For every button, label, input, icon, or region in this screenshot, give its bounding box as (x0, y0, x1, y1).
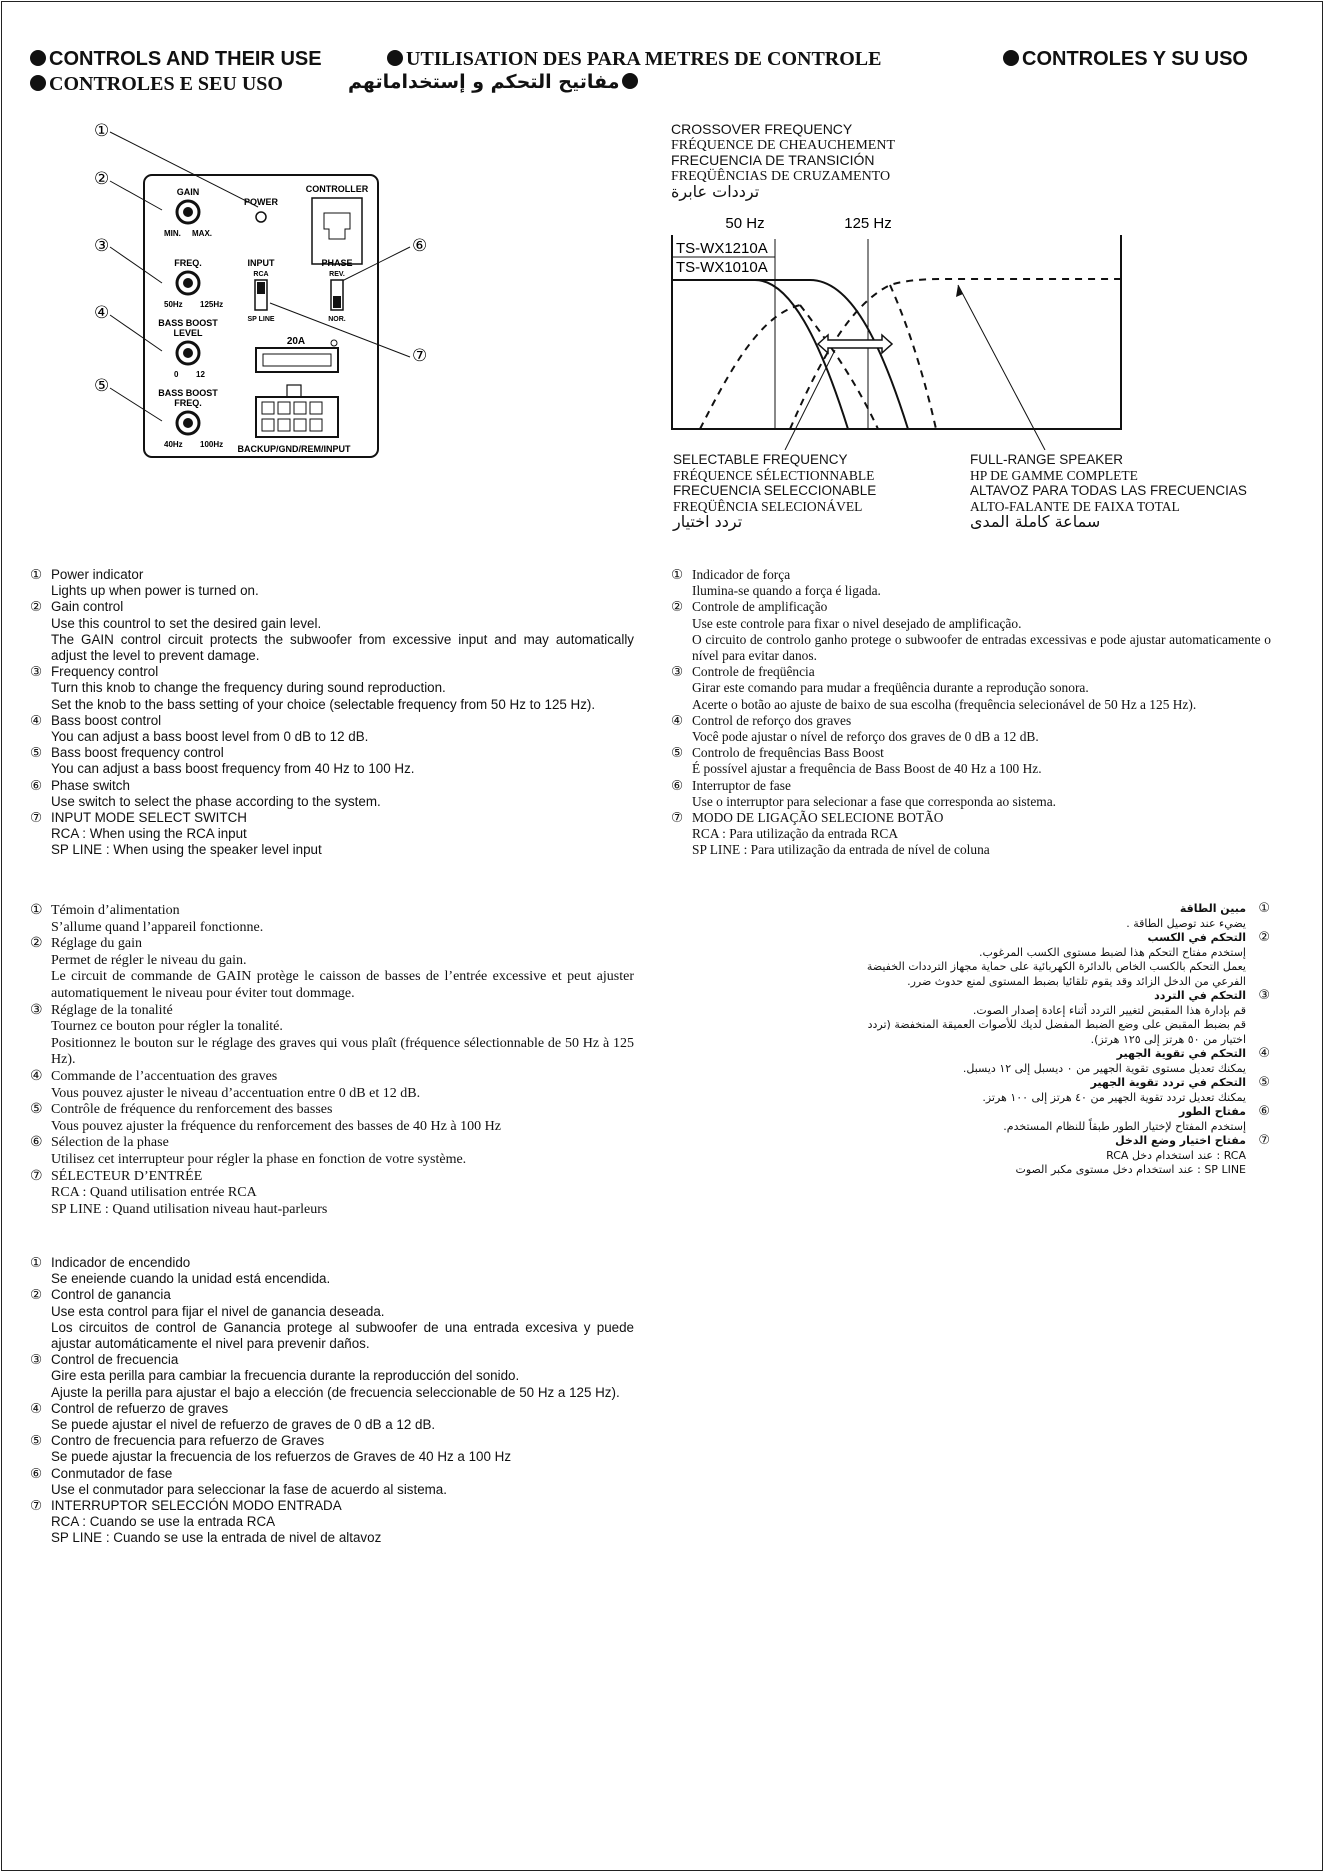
item-description: Use o interruptor para selecionar a fase que corresponda ao sistema. (692, 793, 1056, 809)
full-range-en: FULL-RANGE SPEAKER (970, 452, 1124, 467)
list-item (850, 1047, 1270, 1076)
lowpass-curve-125hz (672, 280, 908, 429)
power-label: POWER (243, 197, 279, 207)
connector-latch (287, 385, 301, 397)
selectable-ar: تردد اختيار (673, 512, 743, 532)
item-description: قم بإدارة هذا المقبض لتغيير التردد أثناء إعادة إصدار الصوت. (972, 1003, 1246, 1017)
item-description: Tournez ce bouton pour régler la tonalité. (51, 1019, 283, 1035)
item-description: Se puede ajustar el nivel de refuerzo de graves de 0 dB a 12 dB. (51, 1417, 436, 1433)
item-title: Frequency control (51, 664, 159, 680)
item-description: Positionnez le bouton sur le réglage des graves qui vous plaît (fréquence sélectionnable de 50 Hz à 125 Hz). (51, 1035, 634, 1068)
item-title: INTERRUPTOR SELECCIÓN MODO ENTRADA (51, 1498, 342, 1514)
freq-high-label: 125Hz (200, 300, 224, 309)
item-number: ② (30, 599, 43, 615)
heading-pt-text: CONTROLES E SEU USO (49, 73, 283, 95)
item-number: ⑤ (671, 745, 684, 761)
item-description: Use este controle para fixar o nivel desejado de amplificação. (692, 615, 1022, 631)
phase-switch-lever (333, 296, 341, 308)
item-title: التحكم في التردد (1154, 989, 1246, 1002)
item-number: ④ (1258, 1046, 1270, 1061)
list-item (671, 745, 1271, 777)
item-title: SÉLECTEUR D’ENTRÉE (51, 1168, 203, 1184)
item-number: ④ (30, 1068, 43, 1084)
callout-5: ⑤ (94, 376, 110, 395)
item-number: ④ (30, 712, 43, 728)
list-item (30, 1466, 634, 1498)
bullet-icon (30, 50, 46, 66)
nor-label: NOR. (328, 316, 346, 323)
item-description: SP LINE : عند استخدام دخل مستوى مكبر الصوت (1015, 1163, 1246, 1176)
list-item (30, 1433, 634, 1465)
heading-fr-text: UTILISATION DES PARA METRES DE CONTROLE (406, 48, 882, 70)
crossover-title-ar: ترددات عابرة (671, 182, 760, 201)
item-title: INPUT MODE SELECT SWITCH (51, 810, 247, 826)
item-number: ⑤ (30, 1102, 43, 1118)
item-description: RCA : Cuando se use la entrada RCA (51, 1514, 276, 1530)
item-title: Phase switch (51, 777, 130, 793)
item-description: Ilumina-se quando a força é ligada. (692, 583, 881, 599)
item-description: Utilisez cet interrupteur pour régler la phase en fonction de votre système. (51, 1151, 467, 1167)
heading-es-text: CONTROLES Y SU USO (1022, 48, 1248, 70)
callout-1: ① (94, 121, 110, 140)
list-item (30, 1069, 634, 1102)
callout-2: ② (94, 169, 110, 188)
controller-label: CONTROLLER (305, 184, 369, 194)
list-item (30, 1102, 634, 1135)
item-title: Interruptor de fase (692, 777, 791, 793)
item-number: ⑤ (30, 745, 43, 761)
bb-freq-low-label: 40Hz (164, 440, 183, 449)
item-description: Los circuitos de control de Ganancia protege al subwoofer de una entrada excesiva y puede ajustar automáticamente el nivel para prevenir daños. (51, 1319, 634, 1352)
callout-7: ⑦ (412, 346, 428, 365)
item-title: مفتاح الطور (1179, 1105, 1246, 1118)
dashed-rolloff-125hz (890, 285, 936, 429)
selectable-frequency-labels (673, 452, 876, 530)
bullet-icon (387, 50, 403, 66)
item-number: ① (30, 567, 43, 582)
freq-low-label: 50Hz (164, 300, 183, 309)
selectable-es: FRECUENCIA SELECCIONABLE (673, 483, 877, 499)
item-description: SP LINE : Quand utilisation niveau haut-parleurs (51, 1201, 328, 1217)
item-title: Indicador de encendido (51, 1255, 191, 1270)
full-range-pt: ALTO-FALANTE DE FAIXA TOTAL (970, 498, 1180, 514)
section-portuguese (671, 567, 1271, 859)
list-item (850, 931, 1270, 989)
list-item (30, 664, 634, 713)
crossover-title-en: CROSSOVER FREQUENCY (671, 121, 853, 137)
sp-line-label: SP LINE (247, 316, 275, 323)
item-number: ① (671, 567, 684, 582)
list-item (30, 1287, 634, 1352)
item-description: Gire esta perilla para cambiar la frecuencia durante la reproducción del sonido. (51, 1368, 520, 1384)
selectable-pt: FREQÜÊNCIA SELECIONÁVEL (673, 498, 863, 514)
callout-4: ④ (94, 303, 110, 322)
item-title: Controle de amplificação (692, 599, 828, 615)
item-description: Acerte o botão ao ajuste de baixo de sua escolha (frequência selecionável de 50 Hz a 125 Hz). (692, 696, 1197, 712)
item-description: قم بضبط المقبض على وضع الضبط المفضل لديك للأصوات العميقة المنخفضة (تردد اختيار من ٥٠ هرتز إلى ١٢٥ هرتز). (867, 1018, 1246, 1046)
item-number: ⑥ (1258, 1104, 1270, 1119)
bb-freq-knob-center (183, 418, 193, 428)
bb-level-label-1: BASS BOOST (158, 318, 218, 328)
item-title: Controlo de frequências Bass Boost (692, 745, 884, 761)
item-number: ② (671, 599, 684, 615)
section-english (30, 567, 634, 859)
item-number: ⑤ (1258, 1075, 1270, 1090)
section-spanish (30, 1255, 634, 1547)
bb-freq-label-2: FREQ. (174, 398, 202, 408)
item-number: ③ (30, 1002, 43, 1018)
connector-label: BACKUP/GND/REM/INPUT (237, 444, 351, 454)
selectable-range-arrow-icon (818, 335, 892, 353)
selectable-en: SELECTABLE FREQUENCY (673, 452, 848, 467)
item-description: S’allume quand l’appareil fonctionne. (51, 919, 264, 935)
item-description: Se puede ajustar la frecuencia de los refuerzos de Graves de 40 Hz a 100 Hz (51, 1449, 512, 1465)
bb-level-high-label: 12 (196, 370, 205, 379)
item-number: ① (30, 1255, 43, 1270)
list-item (30, 778, 634, 810)
item-description: RCA : عند استخدام دخل RCA (1106, 1148, 1246, 1162)
item-title: التحكم في تقوية الجهير (1116, 1047, 1246, 1060)
item-number: ⑥ (30, 1465, 43, 1481)
list-item (671, 567, 1271, 599)
item-number: ⑥ (671, 777, 684, 793)
bb-freq-high-label: 100Hz (200, 440, 224, 449)
bullet-icon (1003, 50, 1019, 66)
list-item (30, 810, 634, 859)
item-description: Vous pouvez ajuster le niveau d’accentuation entre 0 dB et 12 dB. (51, 1085, 421, 1101)
item-title: التحكم في تردد تقوية الجهير (1090, 1076, 1246, 1089)
item-title: Contrôle de fréquence du renforcement des basses (51, 1102, 333, 1118)
section-french (30, 903, 634, 1218)
gain-knob-center (183, 207, 193, 217)
list-item (850, 1134, 1270, 1178)
item-description: RCA : Para utilização da entrada RCA (692, 826, 899, 842)
item-title: Bass boost frequency control (51, 745, 224, 761)
item-number: ③ (30, 1352, 43, 1368)
item-description: SP LINE : Para utilização da entrada de nível de coluna (692, 842, 990, 858)
rca-label: RCA (253, 271, 269, 278)
item-title: Gain control (51, 599, 124, 615)
callout-3: ③ (94, 236, 110, 255)
list-item (30, 745, 634, 777)
callout-6: ⑥ (412, 236, 428, 255)
item-description: Lights up when power is turned on. (51, 583, 259, 599)
item-number: ⑤ (30, 1433, 43, 1449)
power-led-icon (256, 212, 266, 222)
item-number: ⑦ (671, 810, 684, 826)
bb-freq-label-1: BASS BOOST (158, 388, 218, 398)
heading-pt (30, 73, 283, 96)
item-description: يمكنك تعديل مستوى تقوية الجهير من ٠ ديسبل إلى ١٢ ديسبل. (962, 1061, 1246, 1075)
fuse-icon (263, 354, 331, 366)
item-number: ⑥ (30, 1135, 43, 1151)
item-title: Control de refuerzo de graves (51, 1400, 229, 1416)
item-description: Permet de régler le niveau du gain. (51, 952, 247, 968)
phase-label: PHASE (321, 258, 353, 268)
crossover-titles (671, 122, 895, 200)
control-panel-diagram (80, 115, 440, 475)
item-number: ① (30, 903, 43, 918)
list-item (30, 567, 634, 599)
item-title: Contro de frecuencia para refuerzo de Graves (51, 1433, 325, 1449)
list-item (30, 713, 634, 745)
item-title: Power indicator (51, 567, 144, 582)
input-mode-switch-lever (257, 282, 265, 294)
controller-port[interactable] (312, 198, 362, 264)
item-description: SP LINE : Cuando se use la entrada de nivel de altavoz (51, 1530, 382, 1546)
item-title: مفتاح اختيار وضع الدخل (1115, 1134, 1246, 1147)
freq-label: FREQ. (174, 258, 202, 268)
item-title: MODO DE LIGAÇÃO SELECIONE BOTÃO (692, 810, 944, 826)
heading-en-text: CONTROLS AND THEIR USE (49, 48, 322, 70)
item-title: Control de ganancia (51, 1287, 171, 1303)
list-item (671, 810, 1271, 859)
item-description: Se eneiende cuando la unidad está encendida. (51, 1271, 331, 1287)
full-range-fr: HP DE GAMME COMPLETE (970, 467, 1138, 483)
item-description: You can adjust a bass boost frequency from 40 Hz to 100 Hz. (51, 761, 415, 777)
item-description: SP LINE : When using the speaker level input (51, 842, 322, 858)
heading-en (30, 48, 322, 71)
item-number: ⑦ (30, 1168, 43, 1184)
item-number: ⑦ (30, 1498, 43, 1514)
list-item (30, 1255, 634, 1287)
item-description: Use el conmutador para seleccionar la fase de acuerdo al sistema. (51, 1481, 447, 1497)
item-title: Réglage de la tonalité (51, 1002, 173, 1018)
item-number: ⑦ (1258, 1133, 1270, 1148)
list-item (30, 903, 634, 936)
gain-min-label: MIN. (164, 229, 181, 238)
item-number: ④ (671, 712, 684, 728)
list-item (850, 1076, 1270, 1105)
item-title: Control de reforço dos graves (692, 712, 852, 728)
full-range-ar: سماعة كاملة المدى (970, 512, 1101, 532)
bb-level-low-label: 0 (174, 370, 179, 379)
full-range-es: ALTAVOZ PARA TODAS LAS FRECUENCIAS (970, 483, 1247, 499)
item-description: Set the knob to the bass setting of your choice (selectable frequency from 50 Hz to 125 Hz). (51, 696, 596, 712)
dashed-rolloff-50hz (800, 305, 878, 429)
item-description: Girar este comando para mudar a freqüência durante a reprodução sonora. (692, 680, 1089, 696)
list-item (671, 713, 1271, 745)
gain-max-label: MAX. (192, 229, 212, 238)
list-item (850, 989, 1270, 1047)
model-1: TS-WX1210A (676, 240, 768, 257)
item-title: مبين الطاقة (1179, 902, 1246, 915)
list-item (30, 1401, 634, 1433)
freq-knob-center (183, 278, 193, 288)
gain-label: GAIN (176, 187, 200, 197)
item-description: Use switch to select the phase according to the system. (51, 793, 381, 809)
list-item (671, 778, 1271, 810)
pointer-selectable (785, 350, 835, 450)
pointer-full-range (958, 285, 1045, 450)
item-description: Vous pouvez ajuster la fréquence du renforcement des basses de 40 Hz à 100 Hz (51, 1118, 501, 1134)
fuse-label: 20A (286, 336, 306, 347)
list-item (30, 1498, 634, 1547)
item-description: Turn this knob to change the frequency during sound reproduction. (51, 680, 446, 696)
item-title: Controle de freqüência (692, 664, 815, 680)
bb-level-knob-center (183, 348, 193, 358)
item-title: Indicador de força (692, 567, 791, 582)
item-description: Ajuste la perilla para ajustar el bajo a elección (de frecuencia seleccionable de 50 Hz a 125 Hz). (51, 1384, 620, 1400)
bb-level-label-2: LEVEL (173, 328, 203, 338)
item-number: ⑥ (30, 777, 43, 793)
input-label: INPUT (247, 258, 275, 268)
section-arabic (850, 902, 1270, 1178)
item-title: Conmutador de fase (51, 1465, 173, 1481)
heading-ar-text: مفاتيح التحكم و إستخداماتهم (348, 71, 620, 93)
crossover-title-pt: FREQÜÊNCIAS DE CRUZAMENTO (671, 168, 891, 184)
item-description: Você pode ajustar o nível de reforço dos graves de 0 dB a 12 dB. (692, 729, 1039, 745)
list-item (30, 1169, 634, 1219)
model-2: TS-WX1010A (676, 259, 768, 276)
highpass-curve-50hz (700, 305, 800, 429)
bullet-icon (30, 75, 46, 91)
item-description: O circuito de controlo ganho protege o subwoofer de entradas excessivas e pode ajustar automaticamente o nível para evitar danos. (692, 631, 1271, 664)
item-title: Sélection de la phase (51, 1135, 169, 1151)
lowpass-curve-50hz (672, 280, 848, 429)
heading-es (1003, 48, 1248, 71)
item-description: إستخدم المفتاح لإختيار الطور طبقاً للنظام المستخدم. (1003, 1119, 1246, 1133)
full-range-labels (970, 452, 1247, 530)
rev-label: REV. (329, 271, 345, 278)
item-description: You can adjust a bass boost level from 0 dB to 12 dB. (51, 729, 369, 745)
item-title: Témoin d’alimentation (51, 903, 180, 918)
item-number: ③ (1258, 988, 1270, 1003)
item-number: ① (1258, 901, 1270, 916)
item-description: The GAIN control circuit protects the subwoofer from excessive input and may automatically adjust the level to prevent damage. (51, 631, 634, 664)
heading-fr (387, 48, 881, 71)
item-description: Use this countrol to set the desired gain level. (51, 615, 322, 631)
list-item (30, 936, 634, 1002)
item-description: É possível ajustar a frequência de Bass Boost de 40 Hz a 100 Hz. (692, 761, 1042, 777)
list-item (30, 1135, 634, 1168)
item-number: ④ (30, 1400, 43, 1416)
item-number: ② (30, 1287, 43, 1303)
crossover-title-fr: FRÉQUENCE DE CHEAUCHEMENT (671, 137, 895, 153)
item-title: Réglage du gain (51, 936, 142, 952)
bullet-icon (622, 73, 638, 89)
crossover-title-es: FRECUENCIA DE TRANSICIÓN (671, 152, 875, 168)
item-description: يعمل التحكم بالكسب الخاص بالدائرة الكهربائية على حماية مجهاز الترددات الخفيضة الفرعي من الدخل الزائد وقد يقوم تلقائيا بضبط المستوى لمنع حدوث ضرر. (866, 960, 1246, 988)
item-title: Commande de l’accentuation des graves (51, 1068, 278, 1084)
selectable-fr: FRÉQUENCE SÉLECTIONNABLE (673, 467, 875, 483)
item-number: ② (30, 936, 43, 952)
item-description: RCA : When using the RCA input (51, 826, 247, 842)
item-number: ⑦ (30, 810, 43, 826)
item-title: Control de frecuencia (51, 1352, 179, 1368)
list-item (30, 1352, 634, 1401)
item-number: ② (1258, 930, 1270, 945)
heading-ar (348, 71, 638, 93)
list-item (850, 1105, 1270, 1134)
item-description: RCA : Quand utilisation entrée RCA (51, 1185, 257, 1201)
item-description: Le circuit de commande de GAIN protège le caisson de basses de l’entrée excessive et peut ajuster automatiquement le niveau pour éviter tout dommage. (51, 969, 634, 1001)
item-title: التحكم في الكسب (1147, 931, 1246, 944)
item-description: يمكنك تعديل تردد تقوية الجهير من ٤٠ هرتز إلى ١٠٠ هرتز. (982, 1090, 1246, 1104)
tick-50hz: 50 Hz (725, 215, 765, 232)
list-item (30, 599, 634, 664)
list-item (30, 1003, 634, 1069)
item-description: Use esta control para fijar el nivel de ganancia deseada. (51, 1303, 385, 1319)
screw-icon (331, 340, 337, 346)
item-number: ③ (671, 664, 684, 680)
list-item (850, 902, 1270, 931)
item-title: Bass boost control (51, 712, 162, 728)
list-item (671, 599, 1271, 664)
list-item (671, 664, 1271, 713)
tick-125hz: 125 Hz (844, 215, 892, 232)
item-description: إستخدم مفتاح التحكم هذا لضبط مستوى الكسب المرغوب. (978, 945, 1246, 959)
item-number: ③ (30, 664, 43, 680)
item-description: يضيء عند توصيل الطاقة . (1126, 916, 1246, 930)
crossover-graph (660, 210, 1130, 450)
